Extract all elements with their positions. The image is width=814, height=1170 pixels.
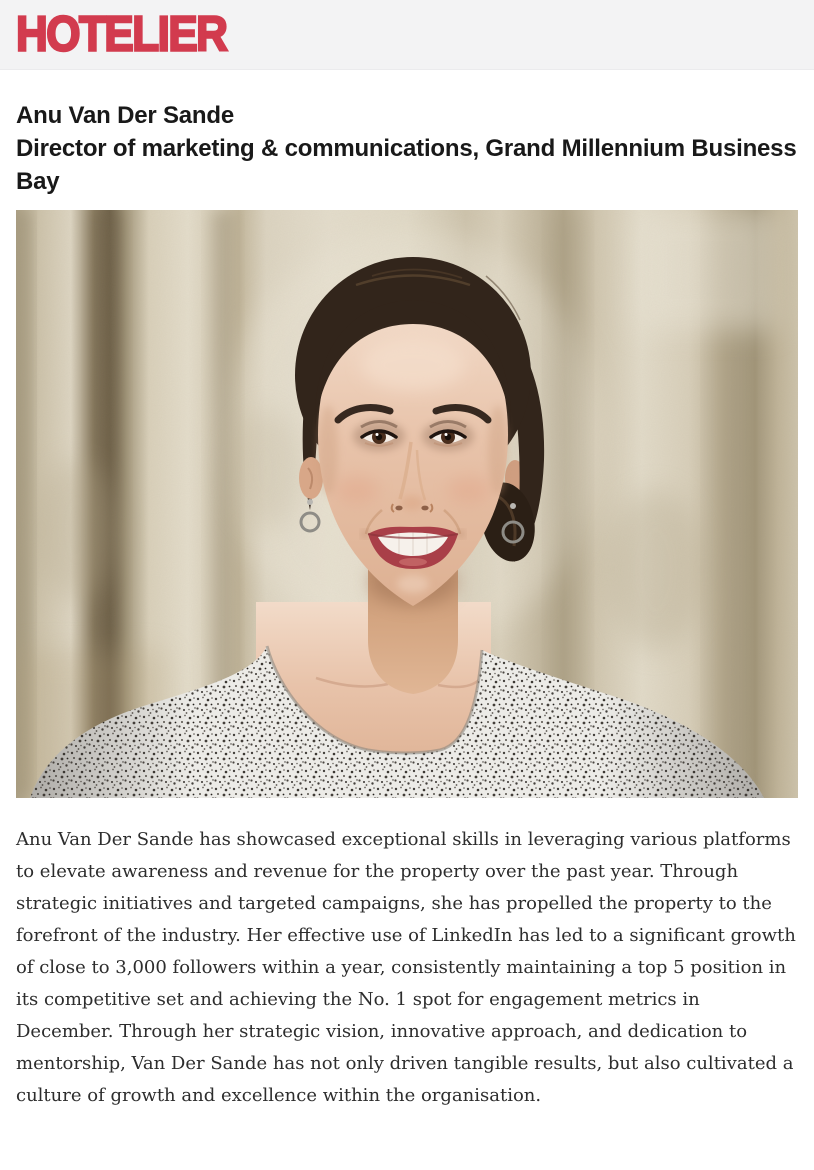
person-role: Director of marketing & communications, Grand Millennium Business Bay xyxy=(16,135,797,195)
hotelier-logo[interactable]: HOTELIER xyxy=(16,6,227,62)
profile-photo-illustration xyxy=(16,210,798,798)
article-body: Anu Van Der Sande has showcased exceptional skills in leveraging various platforms to elevate awareness and revenue for the property over the past year. Through strategic initiatives and targeted campaigns, she has propelled the property to the forefront of the industry. Her effective use of LinkedIn has led to a significant growth of close to 3,000 followers within a year, consistently maintaining a top 5 position in its competitive set and achieving the No. 1 spot for engagement metrics in December. Through her strategic vision, innovative approach, and dedication to mentorship, Van Der Sande has not only driven tangible results, but also cultivated a culture of growth and excellence within the organisation. xyxy=(16,829,796,1106)
site-header xyxy=(0,0,814,70)
article-title xyxy=(16,99,798,198)
profile-photo xyxy=(16,210,798,798)
person-name: Anu Van Der Sande xyxy=(16,102,234,129)
article xyxy=(0,99,814,1146)
